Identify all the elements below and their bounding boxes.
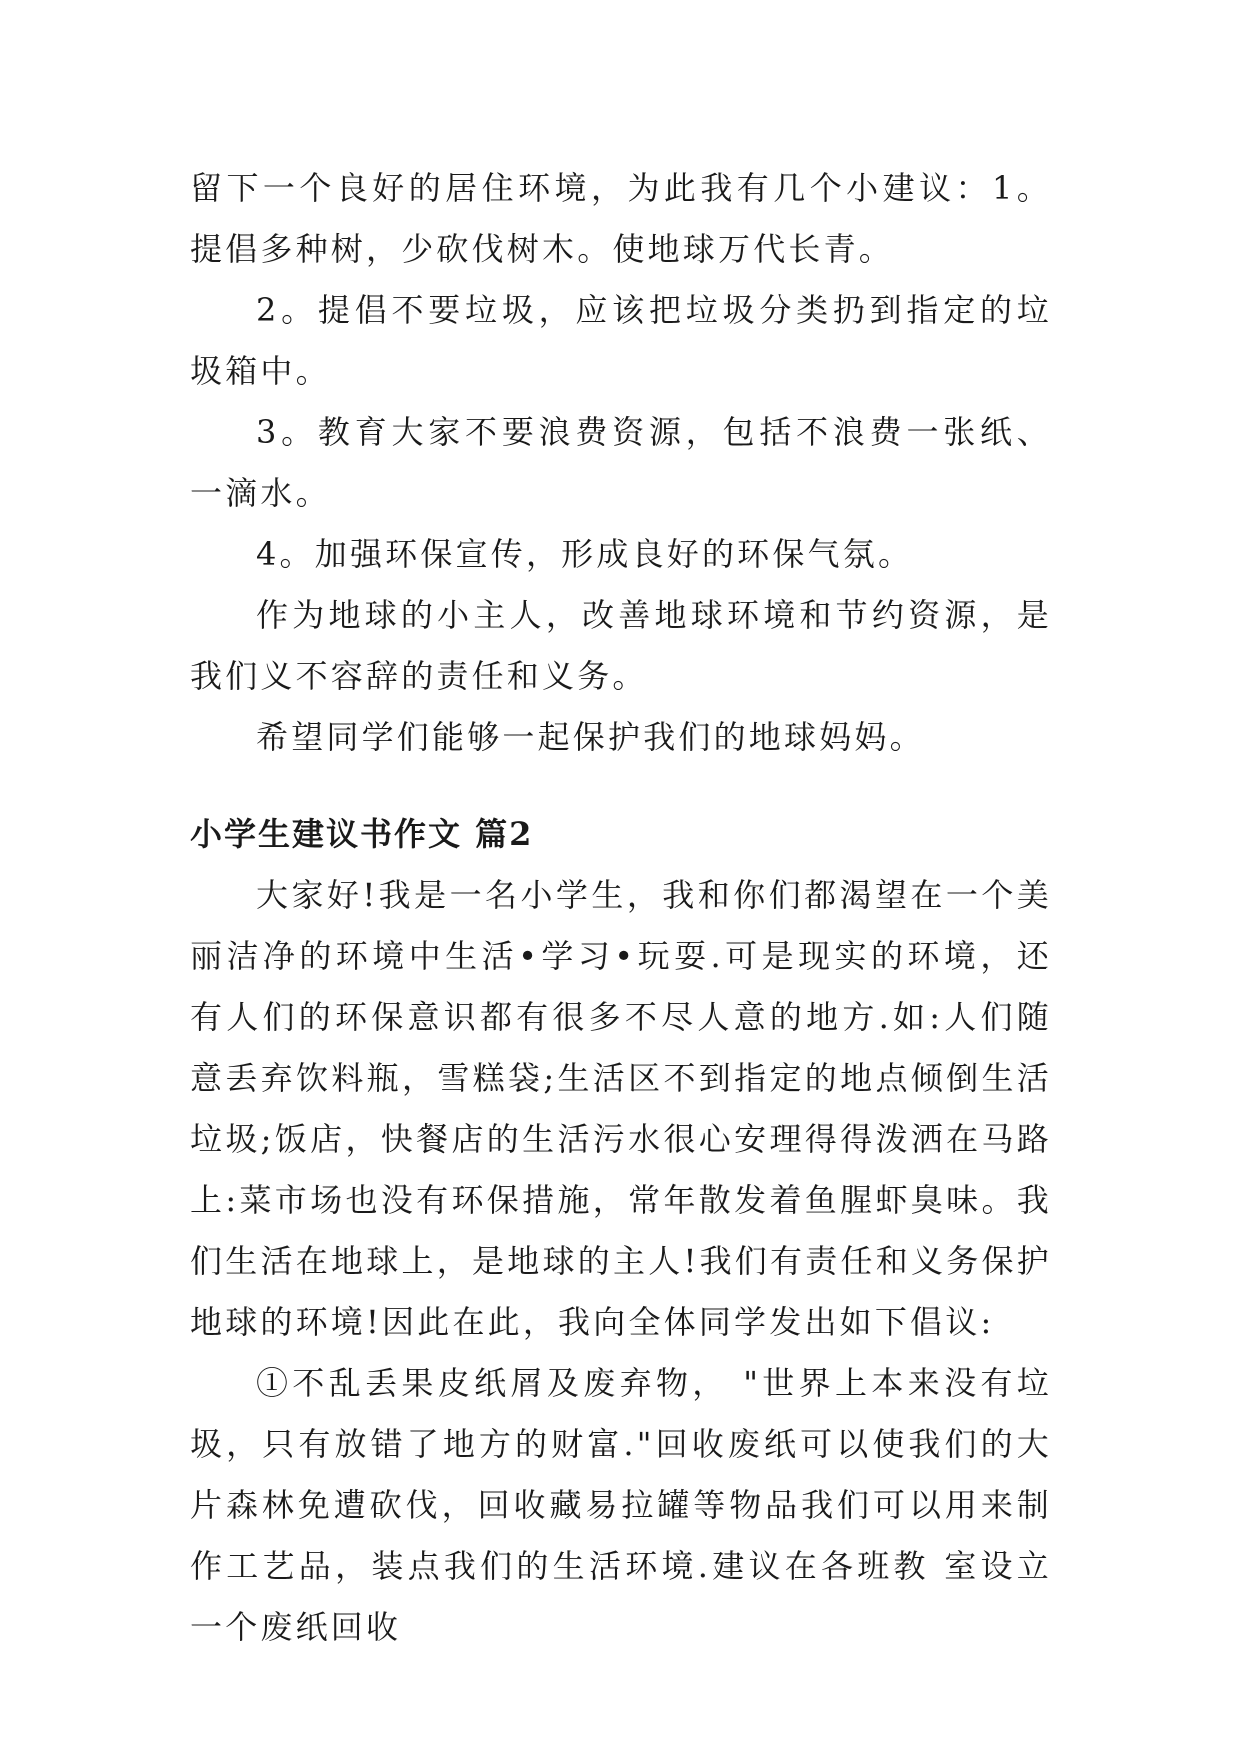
paragraph-closing: 作为地球的小主人，改善地球环境和节约资源，是我们义不容辞的责任和义务。: [190, 596, 1052, 695]
paragraph-wish: 希望同学们能够一起保护我们的地球妈妈。: [256, 718, 925, 756]
paragraph-suggestion-3: 3。教育大家不要浪费资源，包括不浪费一张纸、一滴水。: [190, 413, 1052, 512]
paragraph-intro: 大家好!我是一名小学生，我和你们都渴望在一个美丽洁净的环境中生活•学习•玩耍.可是现实的环境，还有人们的环保意识都有很多不尽人意的地方.如:人们随意丢弃饮料瓶，雪糕袋;生活区不到指定的地点倾倒生活垃圾;饭店，快餐店的生活污水很心安理得得泼洒在马路上:菜市场也没有环保措施，常年散发着鱼腥虾臭味。我们生活在地球上，是地球的主人!我们有责任和义务保护地球的环境!因此在此，我向全体同学发出如下倡议:: [190, 876, 1052, 1341]
section-heading: 小学生建议书作文 篇2: [190, 815, 534, 853]
paragraph-proposal-1: ①不乱丢果皮纸屑及废弃物， "世界上本来没有垃圾，只有放错了地方的财富."回收废纸可以使我们的大片森林免遭砍伐，回收藏易拉罐等物品我们可以用来制作工艺品，装点我们的生活环境.建议在各班教 室设立一个废纸回收: [190, 1364, 1052, 1646]
document-page: [190, 158, 1052, 1658]
paragraph-continuation: 留下一个良好的居住环境，为此我有几个小建议：1。提倡多种树，少砍伐树木。使地球万代长青。: [190, 169, 1052, 268]
paragraph-suggestion-4: 4。加强环保宣传，形成良好的环保气氛。: [256, 535, 914, 573]
paragraph-suggestion-2: 2。提倡不要垃圾，应该把垃圾分类扔到指定的垃圾箱中。: [190, 291, 1052, 390]
